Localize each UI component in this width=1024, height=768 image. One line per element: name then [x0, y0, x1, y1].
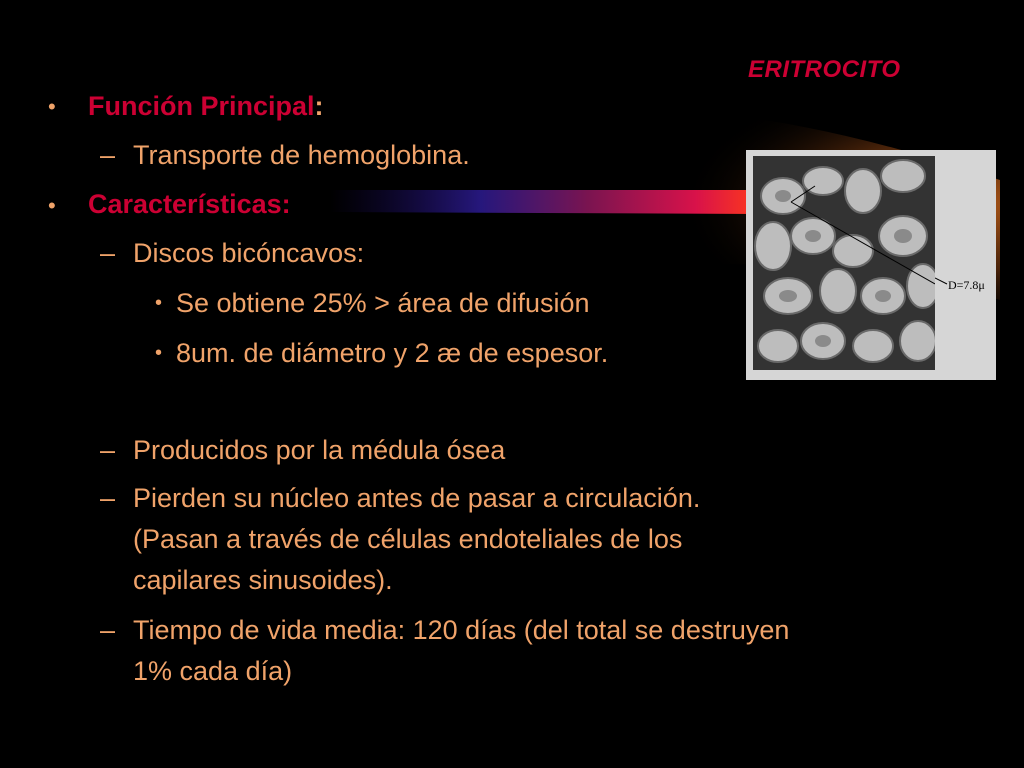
text-area-difusion: Se obtiene 25% > área de difusión	[176, 288, 590, 318]
dash-icon: –	[100, 238, 116, 268]
text-tiempo-1: Tiempo de vida media: 120 días (del total se destruyen	[133, 615, 790, 645]
heading-caracteristicas: Características:	[88, 189, 291, 219]
bullet-icon: •	[48, 193, 56, 218]
text-producidos: Producidos por la médula ósea	[133, 435, 506, 465]
text-transporte: Transporte de hemoglobina.	[133, 140, 470, 170]
text-pierden-2: (Pasan a través de células endoteliales de los	[133, 524, 683, 554]
micrograph-drawing	[753, 156, 935, 370]
dash-icon: –	[100, 615, 116, 645]
heading-colon: :	[314, 91, 324, 121]
diameter-label: D=7.8μ	[948, 278, 985, 292]
text-discos: Discos bicóncavos:	[133, 238, 365, 268]
text-diametro: 8um. de diámetro y 2 æ de espesor.	[176, 338, 609, 368]
sub-bullet-icon: •	[155, 342, 163, 364]
erythrocyte-micrograph	[753, 156, 935, 370]
text-pierden-1: Pierden su núcleo antes de pasar a circulación.	[133, 483, 701, 513]
dash-icon: –	[100, 483, 116, 513]
heading-label: Función Principal	[88, 91, 315, 121]
slide-title: ERITROCITO	[748, 56, 901, 83]
dash-icon: –	[100, 435, 116, 465]
text-tiempo-2: 1% cada día)	[133, 656, 293, 686]
sub-bullet-icon: •	[155, 292, 163, 314]
text-pierden-3: capilares sinusoides).	[133, 565, 393, 595]
bullet-icon: •	[48, 94, 56, 119]
heading-funcion-principal	[88, 90, 324, 122]
dash-icon: –	[100, 140, 116, 170]
